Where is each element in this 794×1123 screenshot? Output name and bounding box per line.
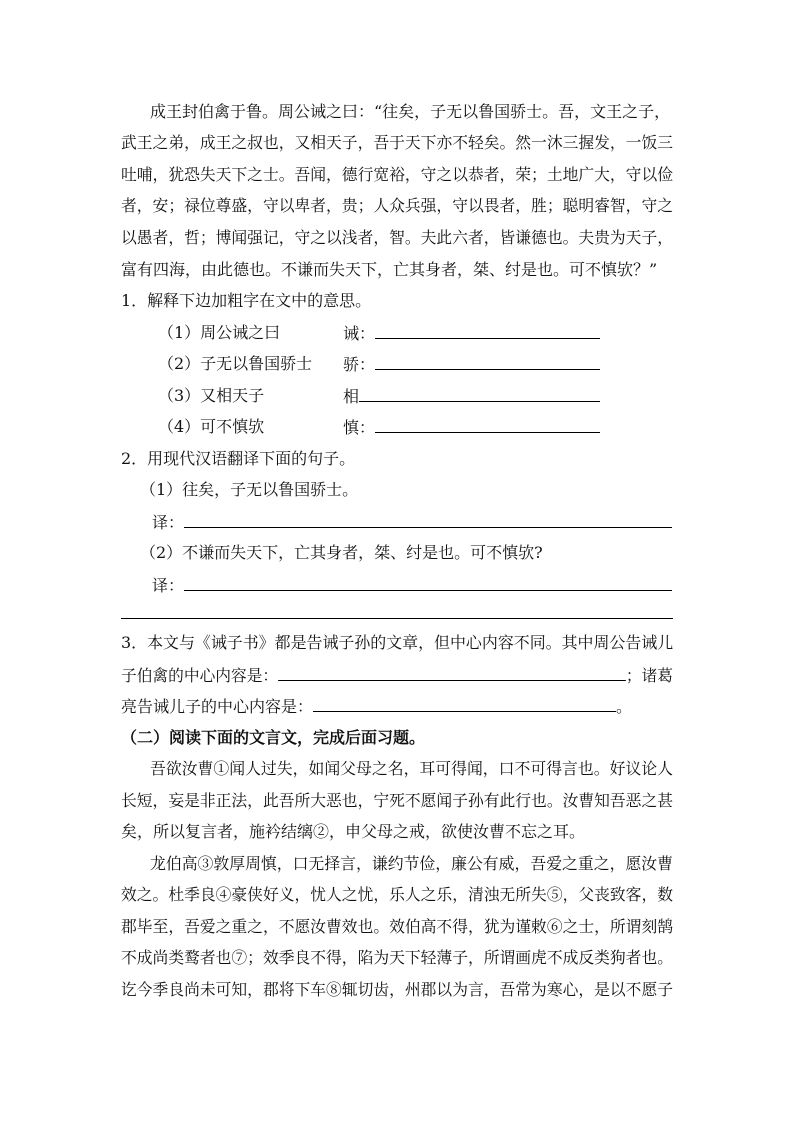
passage1-line-1: 成王封伯禽于鲁。周公诫之曰：“往矣，子无以鲁国骄士。吾，文王之子， <box>150 102 671 121</box>
q2-sentence-2: （2）不谦而失天下，亡其身者，桀、纣是也。可不慎欤? <box>140 543 543 562</box>
q1-item-2-answer-blank[interactable] <box>375 353 600 370</box>
q1-item-4-phrase: （4）可不慎欤 <box>158 417 265 436</box>
q1-item-4-answer-blank[interactable] <box>375 416 600 433</box>
q1-item-4-word <box>343 416 600 439</box>
q2-prompt: 2．用现代汉语翻译下面的句子。 <box>121 449 356 468</box>
q1-item-1-word <box>343 322 600 345</box>
q1-item-1-phrase: （1）周公诫之曰 <box>158 323 281 342</box>
q3-line-3 <box>121 695 632 718</box>
passage1-line-4: 者，安；禄位尊盛，守以卑者，贵；人众兵强，守以畏者，胜；聪明睿智，守之 <box>121 196 674 215</box>
q3-line-3-suffix: 。 <box>616 697 633 716</box>
q3-line-2-prefix: 子伯禽的中心内容是： <box>121 666 279 685</box>
q2-translate-2 <box>152 574 672 597</box>
section2-para2-line-5: 讫今季良尚未可知，郡将下车⑧辄切齿，州郡以为言，吾常为寒心，是以不愿子 <box>121 980 674 999</box>
q2-translate-2-continuation-line[interactable] <box>121 618 673 619</box>
section2-para2-line-1: 龙伯高③敦厚周慎，口无择言，谦约节俭，廉公有威，吾爱之重之，愿汝曹 <box>150 854 673 873</box>
section2-para1-line-3: 矣，所以复言者，施衿结缡②，申父母之戒，欲使汝曹不忘之耳。 <box>121 822 586 841</box>
passage1-line-6: 富有四海，由此德也。不谦而失天下，亡其身者，桀、纣是也。可不慎欤？” <box>121 260 658 279</box>
q2-translate-1-blank[interactable] <box>184 511 672 528</box>
q1-item-4-label: 慎： <box>343 418 376 437</box>
q1-item-3-answer-blank[interactable] <box>359 385 600 402</box>
section2-para1-line-1: 吾欲汝曹①闻人过失，如闻父母之名，耳可得闻，口不可得言也。好议论人 <box>150 759 673 778</box>
q2-translate-2-label: 译： <box>152 576 185 595</box>
q1-prompt: 1．解释下边加粗字在文中的意思。 <box>121 291 372 310</box>
q3-line-2 <box>121 664 673 687</box>
q3-line-1: 3．本文与《诫子书》都是告诫子孙的文章，但中心内容不同。其中周公告诫儿 <box>121 633 674 652</box>
q1-item-3-word <box>343 385 600 408</box>
q2-translate-1-label: 译： <box>152 513 185 532</box>
q3-answer-blank-1[interactable] <box>278 664 626 681</box>
section2-para2-line-4: 不成尚类鹜者也⑦；效季良不得，陷为天下轻薄子，所谓画虎不成反类狗者也。 <box>121 948 674 967</box>
q1-item-3-label: 相 <box>343 387 360 406</box>
q2-translate-2-blank[interactable] <box>184 574 672 591</box>
q1-item-1-label: 诫： <box>343 324 376 343</box>
section2-para2-line-3: 郡毕至，吾爱之重之，不愿汝曹效也。效伯高不得，犹为谨敕⑥之士，所谓刻鹄 <box>121 917 674 936</box>
q1-item-2-word <box>343 353 600 376</box>
section2-para2-line-2: 效之。杜季良④豪侠好义，忧人之忧，乐人之乐，清浊无所失⑤，父丧致客，数 <box>121 885 674 904</box>
q1-item-2-phrase: （2）子无以鲁国骄士 <box>158 354 313 373</box>
q3-line-3-prefix: 亮告诫儿子的中心内容是： <box>121 697 314 716</box>
passage1-line-5: 以愚者，哲；博闻强记，守之以浅者，智。夫此六者，皆谦德也。夫贵为天子， <box>121 228 674 247</box>
section2-para1-line-2: 长短，妄是非正法，此吾所大恶也，宁死不愿闻子孙有此行也。汝曹知吾恶之甚 <box>121 791 674 810</box>
q1-item-1-answer-blank[interactable] <box>375 322 600 339</box>
passage1-line-2: 武王之弟，成王之叔也，又相天子，吾于天下亦不轻矣。然一沐三握发，一饭三 <box>121 133 674 152</box>
q1-item-3-phrase: （3）又相天子 <box>158 386 265 405</box>
q2-sentence-1: （1）往矣，子无以鲁国骄士。 <box>140 480 359 499</box>
section2-heading: （二）阅读下面的文言文，完成后面习题。 <box>121 728 426 747</box>
q2-translate-1 <box>152 511 672 534</box>
q3-line-2-suffix: ；诸葛 <box>625 666 674 685</box>
passage1-line-3: 吐哺，犹恐失天下之士。吾闻，德行宽裕，守之以恭者，荣；土地广大，守以俭 <box>121 165 674 184</box>
q1-item-2-label: 骄： <box>343 355 376 374</box>
q3-answer-blank-2[interactable] <box>313 695 616 712</box>
